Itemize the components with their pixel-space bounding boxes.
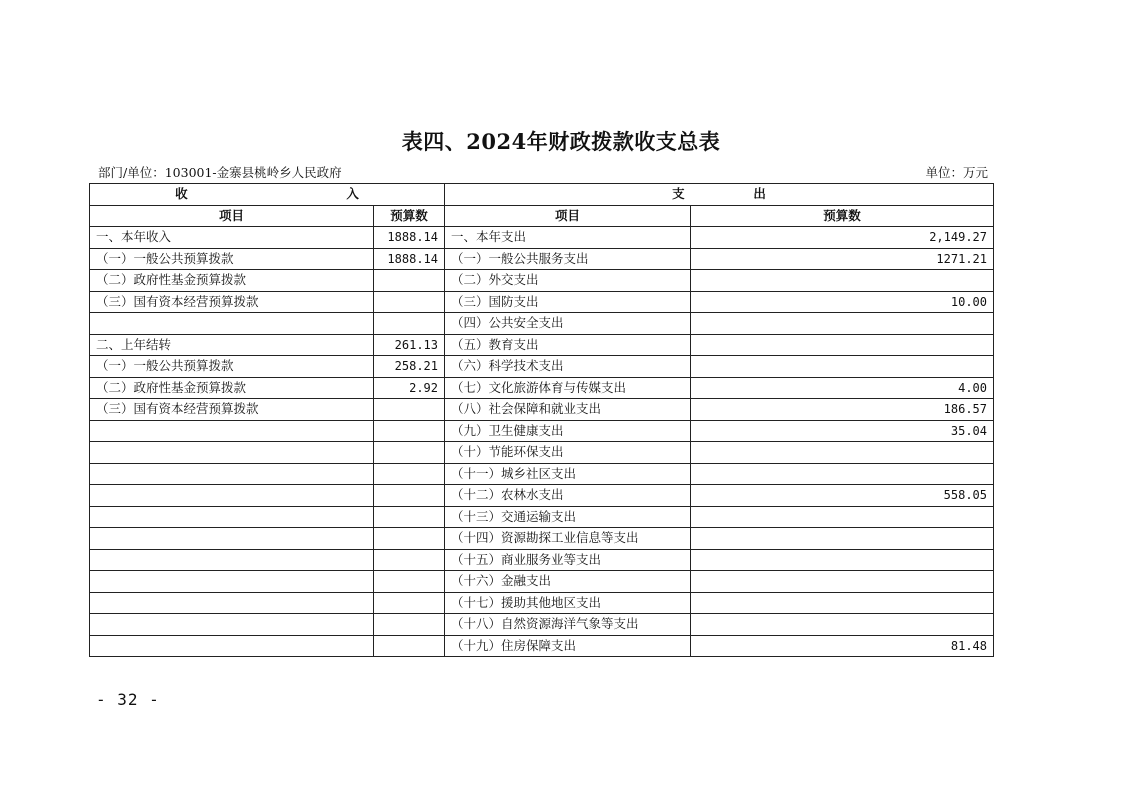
expense-budget-cell: 186.57 (691, 399, 994, 421)
income-header-right: 入 (346, 186, 359, 202)
expense-budget-cell: 10.00 (691, 291, 994, 313)
income-item-cell (90, 463, 374, 485)
income-budget-cell (374, 291, 445, 313)
column-header-row (90, 205, 994, 227)
table-body (90, 227, 994, 657)
table-row (90, 227, 994, 249)
expense-budget-cell (691, 334, 994, 356)
expense-budget-cell: 1271.21 (691, 248, 994, 270)
expense-item-cell: （十八）自然资源海洋气象等支出 (445, 614, 691, 636)
income-budget-cell (374, 420, 445, 442)
expense-item-cell: （十一）城乡社区支出 (445, 463, 691, 485)
table-row (90, 528, 994, 550)
expense-item-cell: （十五）商业服务业等支出 (445, 549, 691, 571)
income-item-cell (90, 571, 374, 593)
expense-section-header (445, 184, 994, 206)
income-budget-cell: 1888.14 (374, 248, 445, 270)
expense-budget-cell (691, 463, 994, 485)
table-row (90, 356, 994, 378)
income-item-cell: （二）政府性基金预算拨款 (90, 377, 374, 399)
table-row (90, 291, 994, 313)
income-budget-cell (374, 528, 445, 550)
expense-budget-cell (691, 614, 994, 636)
expense-budget-cell (691, 313, 994, 335)
income-item-cell (90, 485, 374, 507)
expense-item-cell: （十九）住房保障支出 (445, 635, 691, 657)
table-row (90, 571, 994, 593)
expense-item-cell: （九）卫生健康支出 (445, 420, 691, 442)
expense-budget-cell (691, 506, 994, 528)
page-number: - 32 - (96, 690, 160, 709)
table-row (90, 614, 994, 636)
expense-budget-cell: 2,149.27 (691, 227, 994, 249)
income-item-cell: 一、本年收入 (90, 227, 374, 249)
income-item-cell (90, 635, 374, 657)
income-item-cell (90, 614, 374, 636)
expense-budget-cell (691, 549, 994, 571)
income-budget-cell: 258.21 (374, 356, 445, 378)
expense-item-cell: （十二）农林水支出 (445, 485, 691, 507)
expense-budget-cell (691, 592, 994, 614)
income-budget-cell (374, 506, 445, 528)
table-row (90, 485, 994, 507)
table-row (90, 270, 994, 292)
department-label: 部门/单位：103001-金寨县桃岭乡人民政府 (98, 165, 342, 180)
income-item-cell (90, 442, 374, 464)
table-row (90, 377, 994, 399)
income-item-cell: （一）一般公共预算拨款 (90, 248, 374, 270)
expense-item-cell: （十）节能环保支出 (445, 442, 691, 464)
table-row (90, 248, 994, 270)
income-item-cell (90, 528, 374, 550)
section-header-row (90, 184, 994, 206)
expense-budget-cell: 558.05 (691, 485, 994, 507)
expense-budget-cell: 81.48 (691, 635, 994, 657)
income-item-cell (90, 549, 374, 571)
income-budget-cell (374, 399, 445, 421)
income-item-cell: 二、上年结转 (90, 334, 374, 356)
income-budget-cell: 1888.14 (374, 227, 445, 249)
expense-item-header: 项目 (445, 205, 691, 227)
expense-budget-cell (691, 356, 994, 378)
income-budget-cell (374, 592, 445, 614)
income-budget-cell: 2.92 (374, 377, 445, 399)
table-row (90, 442, 994, 464)
income-item-header: 项目 (90, 205, 374, 227)
expense-header-left: 支 (672, 186, 685, 202)
income-budget-cell (374, 571, 445, 593)
expense-budget-header: 预算数 (691, 205, 994, 227)
budget-summary-table (89, 183, 994, 657)
expense-header-right: 出 (753, 186, 766, 202)
expense-item-cell: （四）公共安全支出 (445, 313, 691, 335)
expense-item-cell: （二）外交支出 (445, 270, 691, 292)
income-budget-cell (374, 635, 445, 657)
income-budget-cell (374, 463, 445, 485)
expense-budget-cell: 4.00 (691, 377, 994, 399)
expense-item-cell: （一）一般公共服务支出 (445, 248, 691, 270)
table-row (90, 399, 994, 421)
expense-item-cell: （七）文化旅游体育与传媒支出 (445, 377, 691, 399)
income-item-cell (90, 506, 374, 528)
income-budget-cell: 261.13 (374, 334, 445, 356)
income-budget-cell (374, 313, 445, 335)
income-item-cell (90, 592, 374, 614)
income-budget-cell (374, 614, 445, 636)
expense-item-cell: （五）教育支出 (445, 334, 691, 356)
expense-item-cell: （十四）资源勘探工业信息等支出 (445, 528, 691, 550)
table-row (90, 635, 994, 657)
expense-item-cell: （三）国防支出 (445, 291, 691, 313)
table-row (90, 334, 994, 356)
table-row (90, 549, 994, 571)
income-item-cell: （三）国有资本经营预算拨款 (90, 399, 374, 421)
income-item-cell: （三）国有资本经营预算拨款 (90, 291, 374, 313)
income-item-cell: （一）一般公共预算拨款 (90, 356, 374, 378)
expense-budget-cell (691, 528, 994, 550)
expense-budget-cell (691, 270, 994, 292)
table-row (90, 463, 994, 485)
expense-item-cell: （八）社会保障和就业支出 (445, 399, 691, 421)
expense-item-cell: （十三）交通运输支出 (445, 506, 691, 528)
income-budget-cell (374, 442, 445, 464)
table-row (90, 313, 994, 335)
income-budget-header: 预算数 (374, 205, 445, 227)
expense-item-cell: 一、本年支出 (445, 227, 691, 249)
income-section-header (90, 184, 445, 206)
income-budget-cell (374, 549, 445, 571)
expense-budget-cell (691, 571, 994, 593)
expense-item-cell: （六）科学技术支出 (445, 356, 691, 378)
income-item-cell: （二）政府性基金预算拨款 (90, 270, 374, 292)
expense-item-cell: （十六）金融支出 (445, 571, 691, 593)
income-item-cell (90, 420, 374, 442)
page-title: 表四、2024年财政拨款收支总表 (401, 129, 721, 154)
income-budget-cell (374, 485, 445, 507)
income-item-cell (90, 313, 374, 335)
expense-budget-cell (691, 442, 994, 464)
income-budget-cell (374, 270, 445, 292)
expense-budget-cell: 35.04 (691, 420, 994, 442)
table-row (90, 420, 994, 442)
expense-item-cell: （十七）援助其他地区支出 (445, 592, 691, 614)
unit-label: 单位：万元 (925, 165, 988, 180)
table-row (90, 506, 994, 528)
table-row (90, 592, 994, 614)
income-header-left: 收 (175, 186, 188, 202)
